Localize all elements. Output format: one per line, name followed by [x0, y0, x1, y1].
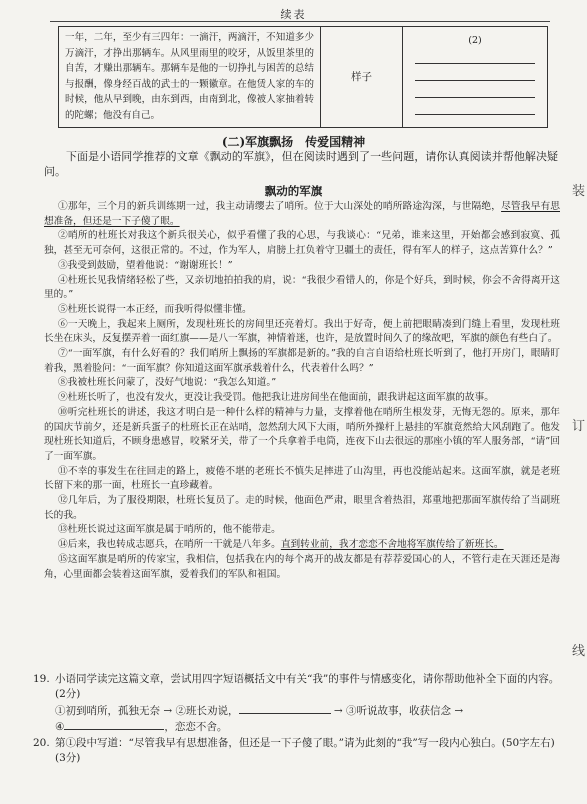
question-number: 20.	[33, 737, 50, 750]
section-title: (二)军旗飘扬 传爱国精神	[221, 135, 366, 149]
paragraph-15: ⑮这面军旗是哨所的传家宝，我相信，包括我在内的每个离开的战友都是有荐荐爱国心的人，不管行走在天涯还是海角，心里面都会装着这面军旗，爱着我们的军队和祖国。	[44, 553, 560, 580]
question-stem: 第①段中写道：“尽管我早有思想准备，但还是一下子傻了眼。”请为此刻的“我”写一段内心独白。(50字左右)(3分)	[55, 737, 555, 764]
chain-step-2: ②班长劝说，	[175, 705, 239, 718]
answer-number: (2)	[468, 35, 482, 47]
answer-line[interactable]	[415, 50, 535, 64]
paragraph-11: ⑪不幸的事发生在往回走的路上，疲倦不堪的老班长不慎失足摔进了山沟里，再也没能站起来。这面军旗，就是老班长留下来的那一面，杜班长一直珍藏着。	[44, 465, 560, 492]
top-rule	[50, 21, 550, 22]
article-body	[44, 200, 560, 582]
answer-blank[interactable]	[64, 719, 164, 730]
chain-step-4-tail: ，恋恋不舍。	[164, 720, 228, 733]
answer-line[interactable]	[415, 101, 535, 115]
table-answer-cell	[403, 27, 548, 128]
question-19-chain	[33, 703, 560, 734]
paragraph-12: ⑫几年后，为了服役期限，杜班长复员了。走的时候，他面色严肃，眼里含着热泪，郑重地把那面军旗传给了当副班长的我。	[44, 495, 560, 521]
paragraph-6: ⑥一天晚上，我起来上厕所，发现杜班长的房间里还亮着灯。我出于好奇，便上前把眼睛凑到门缝上看里，发现杜班长坐在床头，反复摆弄着一面红旗——是八一军旗，神情着迷，也许，是放置时间久了的缘故吧，军旗的颜色有些白了。	[44, 318, 560, 345]
underlined-sentence: 直到转业前，我才恋恋不舍地将军旗传给了新班长。	[280, 539, 504, 551]
paragraph-10: ⑩听完杜班长的讲述，我这才明白是一种什么样的精神与力量，支撑着他在哨所生根发芽，无悔无怨的。原来，那年的国庆节前夕，还是新兵蛋子的杜班长正在站哨，忽然刮大风下大雨，哨所外操杆上悬挂的军旗竟然给大风刮跑了。他发现杜班长知道后，不顾身患感冒，咬紧牙关，带了一个兵拿着手电筒，连夜下山去很远的那座小镇的军人服务部，“请”回了一面军旗。	[44, 406, 560, 462]
arrow: →	[163, 705, 173, 718]
question-stem: 小语同学读完这篇文章，尝试用四字短语概括文中有关“我”的事件与情感变化，请你帮助他补全下面的内容。(2分)	[55, 673, 560, 700]
paragraph-9: ⑨杜班长听了，也没有发火，更没让我受罚。他把我让进房间坐在他面前，跟我讲起这面军旗的故事。	[58, 392, 494, 404]
section-intro: 下面是小语同学推荐的文章《飘动的军旗》，但在阅读时遇到了一些问题，请你认真阅读并帮他解决疑问。	[44, 150, 558, 178]
chain-step-3: ③听说故事，收获信念	[346, 705, 451, 718]
question-20	[33, 736, 560, 765]
arrow: →	[454, 705, 464, 718]
answer-line[interactable]	[415, 67, 535, 81]
binding-mark: 订	[571, 419, 585, 434]
paragraph-1: ①那年，三个月的新兵训练期一过，我主动请缨去了哨所。位于大山深处的哨所路途沟深，与世隔绝，尽管我早有思想准备，但还是一下子傻了眼。	[44, 201, 560, 227]
question-19	[33, 672, 560, 701]
paragraph-2: ②哨所的杜班长对我这个新兵很关心，似乎看懂了我的心思，与我谈心：“兄弟，谁来这里，开始都会感到寂寞、孤独，甚至无可奈何，这很正常的。不过，作为军人，肩膀上扛负着守卫疆土的责任，得有军人的样子，这点苦算什么？”	[44, 230, 560, 257]
paragraph-3: ③我受到鼓励，望着他说：“谢谢班长！”	[58, 259, 233, 271]
article-title: 飘动的军旗	[264, 184, 323, 198]
binding-mark: 装	[571, 184, 585, 199]
paragraph-4: ④杜班长见我情绪轻松了些，又亲切地拍拍我的肩，说：“我很少看错人的，你是个好兵，到时候，你会不舍得离开这里的。”	[44, 274, 560, 301]
paragraph-8: ⑧我被杜班长问蒙了，没好气地说：“我怎么知道。”	[58, 377, 277, 389]
paragraph-13: ⑬杜班长说过这面军旗是属于哨所的，他不能带走。	[58, 524, 281, 536]
paragraph-5: ⑤杜班长说得一本正经，而我听得似懂非懂。	[58, 303, 252, 315]
binding-mark: 线	[571, 644, 585, 659]
answer-blank[interactable]	[239, 703, 331, 714]
questions	[33, 672, 560, 768]
chain-step-1: ①初到哨所，孤独无奈	[55, 705, 160, 718]
arrow: →	[333, 705, 343, 718]
table-quote-cell: 一年，二年，至少有三四年：一滴汗，两滴汗，不知道多少万滴汗，才挣出那辆车。从风里雨里的咬牙，从饭里茶里的自苦，才赚出那辆车。那辆车是他的一切挣扎与困苦的总结与报酬，像身经百战的武士的一颗徽章。在他赁人家的车的时候，他从早到晚，由东到西，由南到北，像被人家抽着转的陀螺；他没有自己。	[59, 27, 321, 128]
chain-step-4: ④	[55, 720, 65, 733]
table-label-cell: 样子	[321, 27, 403, 128]
continued-table	[58, 26, 548, 128]
continuation-label: 续表	[280, 8, 307, 21]
paragraph-14: ⑭后来，我也转成志愿兵，在哨所一干就是八年多。直到转业前，我才恋恋不舍地将军旗传给了新班长。	[58, 539, 504, 551]
underlined-sentence: 尽管我早有思想准备，但还是一下子傻了眼。	[44, 201, 560, 227]
question-number: 19.	[33, 673, 50, 685]
paragraph-7: ⑦“一面军旗，有什么好看的？我们哨所上飘扬的军旗都是新的。”我的自言自语给杜班长听到了，他打开房门，眼睛盯着我，黑着脸问：“一面军旗？你知道这面军旗承载着什么，代表着什么吗？”	[44, 348, 560, 374]
answer-line[interactable]	[415, 84, 535, 98]
